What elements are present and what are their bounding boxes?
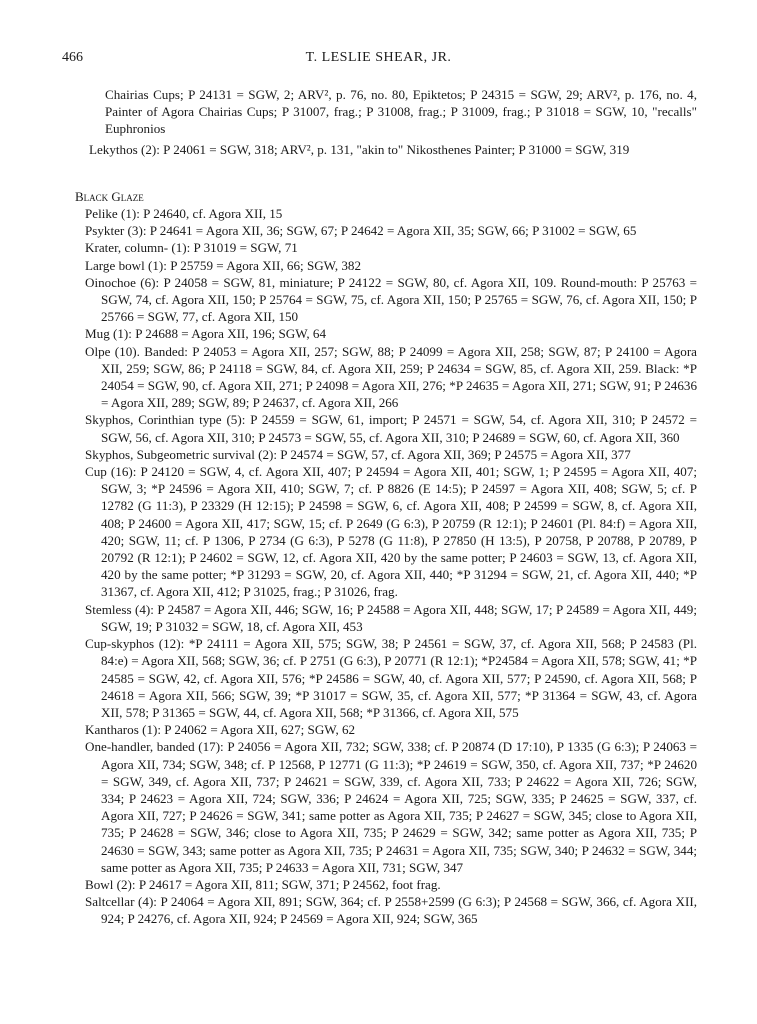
catalogue-entry: Skyphos, Subgeometric survival (2): P 24574 = SGW, 57, cf. Agora XII, 369; P 24575 = Agora XII, 377 xyxy=(85,446,631,462)
catalogue-entry: Bowl (2): P 24617 = Agora XII, 811; SGW, 371; P 24562, foot frag. xyxy=(85,876,441,892)
catalogue-entry: Krater, column- (1): P 31019 = SGW, 71 xyxy=(85,240,298,256)
catalogue-text xyxy=(75,86,697,928)
catalogue-entry: Oinochoe (6): P 24058 = SGW, 81, miniature; P 24122 = SGW, 80, cf. Agora XII, 109. Round-mouth: P 25763 = SGW, 74, cf. Agora XII, 150; P 25764 = SGW, 75, cf. Agora XII, 150; P 25765 = SGW, 76, cf. Agora XII, 150; P 25766 = SGW, 77, cf. Agora XII, 150 xyxy=(85,274,697,325)
catalogue-entry: Skyphos, Corinthian type (5): P 24559 = SGW, 61, import; P 24571 = SGW, 54, cf. Agora XII, 310; P 24572 = SGW, 56, cf. Agora XII, 310; P 24573 = SGW, 55, cf. Agora XII, 310; P 24689 = SGW, 60, cf. Agora XII, 360 xyxy=(85,412,697,445)
catalogue-entry: Olpe (10). Banded: P 24053 = Agora XII, 257; SGW, 88; P 24099 = Agora XII, 258; SGW, 87; P 24100 = Agora XII, 259; SGW, 86; P 24118 = SGW, 84, cf. Agora XII, 259; P 24634 = SGW, 85, cf. Agora XII, 259. Black: *P 24054 = SGW, 90, cf. Agora XII, 271; P 24098 = Agora XII, 276; *P 24635 = Agora XII, 271; SGW, 91; P 24636 = Agora XII, 289; SGW, 89; P 24637, cf. Agora XII, 266 xyxy=(85,343,697,411)
catalogue-entry: Psykter (3): P 24641 = Agora XII, 36; SGW, 67; P 24642 = Agora XII, 35; SGW, 66; P 31002 = SGW, 65 xyxy=(85,223,637,239)
section-heading-black-glaze: Black Glaze xyxy=(75,188,144,204)
catalogue-entry-lekythos: Lekythos (2): P 24061 = SGW, 318; ARV², p. 131, "akin to" Nikosthenes Painter; P 31000 = SGW, 319 xyxy=(89,141,630,157)
catalogue-entry: Cup (16): P 24120 = SGW, 4, cf. Agora XII, 407; P 24594 = Agora XII, 401; SGW, 1; P 24595 = Agora XII, 407; SGW, 3; *P 24596 = Agora XII, 410; SGW, 7; cf. P 8826 (E 14:5); P 24597 = Agora XII, 408; SGW, 5; cf. P 12782 (G 11:3), P 23329 (H 12:15); P 24598 = SGW, 6, cf. Agora XII, 408; P 24599 = SGW, 8, cf. Agora XII, 408; P 24600 = Agora XII, 417; SGW, 15; cf. P 2649 (G 6:3), P 20759 (R 12:1); P 24601 (Pl. 84:f) = Agora XII, 420; SGW, 11; cf. P 1306, P 2734 (G 6:3), P 5278 (G 11:8), P 27850 (H 13:5), P 20758, P 20788, P 20789, P 20792 (R 12:1); P 24602 = SGW, 12, cf. Agora XII, 420 by the same potter; P 24603 = SGW, 13, cf. Agora XII, 420 by the same potter; *P 31293 = SGW, 20, cf. Agora XII, 440; *P 31294 = SGW, 21, cf. Agora XII, 440; *P 31367, cf. Agora XII, 412; P 31025, frag.; P 31026, frag. xyxy=(85,464,697,600)
catalogue-entry: Stemless (4): P 24587 = Agora XII, 446; SGW, 16; P 24588 = Agora XII, 448; SGW, 17; P 24589 = Agora XII, 449; SGW, 19; P 31032 = SGW, 18, cf. Agora XII, 453 xyxy=(85,601,697,634)
catalogue-entry: One-handler, banded (17): P 24056 = Agora XII, 732; SGW, 338; cf. P 20874 (D 17:10), P 1335 (G 6:3); P 24063 = Agora XII, 734; SGW, 348; cf. P 12568, P 12771 (G 11:3); *P 24619 = SGW, 350, cf. Agora XII, 737; *P 24620 = SGW, 349, cf. Agora XII, 737; P 24621 = SGW, 339, cf. Agora XII, 733; P 24622 = Agora XII, 726; SGW, 334; P 24623 = Agora XII, 724; SGW, 336; P 24624 = Agora XII, 725; SGW, 335; P 24625 = SGW, 337, cf. Agora XII, 727; P 24626 = SGW, 341; same potter as Agora XII, 735; P 24627 = SGW, 345; close to Agora XII, 735; P 24628 = SGW, 346; close to Agora XII, 735; P 24629 = SGW, 342; same potter as Agora XII, 735; P 24630 = SGW, 343; same potter as Agora XII, 735; P 24631 = Agora XII, 735; SGW, 340; P 24632 = SGW, 344; same potter as Agora XII, 735; P 24633 = Agora XII, 731; SGW, 347 xyxy=(85,739,697,875)
catalogue-entry: Mug (1): P 24688 = Agora XII, 196; SGW, 64 xyxy=(85,326,327,342)
catalogue-entry: Pelike (1): P 24640, cf. Agora XII, 15 xyxy=(85,206,283,222)
catalogue-entry: Large bowl (1): P 25759 = Agora XII, 66; SGW, 382 xyxy=(85,257,362,273)
catalogue-entry: Saltcellar (4): P 24064 = Agora XII, 891; SGW, 364; cf. P 2558+2599 (G 6:3); P 24568 = SGW, 366, cf. Agora XII, 924; P 24276, cf. Agora XII, 924; P 24569 = Agora XII, 924; SGW, 365 xyxy=(85,894,697,927)
catalogue-entry-continued: Chairias Cups; P 24131 = SGW, 2; ARV², p. 76, no. 80, Epiktetos; P 24315 = SGW, 29; ARV², p. 176, no. 4, Painter of Agora Chairias Cups; P 31007, frag.; P 31008, frag.; P 31009, frag.; P 31018 = SGW, 10, "recalls" Euphronios xyxy=(105,87,697,137)
black-glaze-list xyxy=(75,205,697,928)
catalogue-entry: Kantharos (1): P 24062 = Agora XII, 627; SGW, 62 xyxy=(85,722,356,738)
catalogue-entry: Cup-skyphos (12): *P 24111 = Agora XII, 575; SGW, 38; P 24561 = SGW, 37, cf. Agora XII, 568; P 24583 (Pl. 84:e) = Agora XII, 568; SGW, 36; cf. P 2751 (G 6:3), P 20771 (R 12:1); *P24584 = Agora XII, 578; SGW, 41; *P 24585 = SGW, 42, cf. Agora XII, 576; *P 24586 = SGW, 40, cf. Agora XII, 577; P 24590, cf. Agora XII, 568; P 24618 = Agora XII, 566; SGW, 39; *P 31017 = SGW, 35, cf. Agora XII, 577; *P 31364 = SGW, 43, cf. Agora XII, 578; P 31365 = SGW, 44, cf. Agora XII, 568; *P 31366, cf. Agora XII, 575 xyxy=(85,636,697,720)
running-head: T. LESLIE SHEAR, JR. xyxy=(305,50,452,65)
page-number: 466 xyxy=(62,50,83,65)
